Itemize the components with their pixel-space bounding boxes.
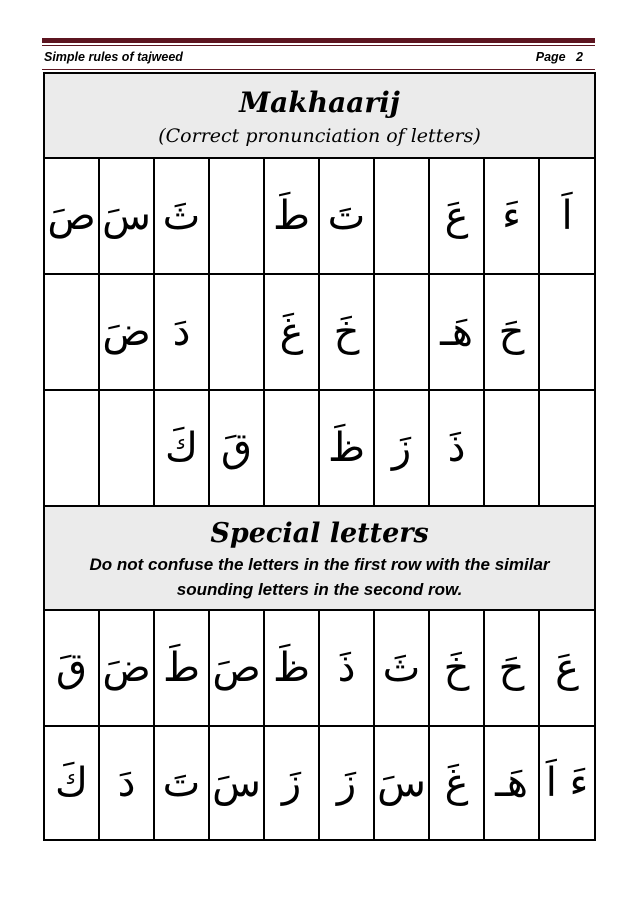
special-letters-title: Special letters [210, 517, 429, 549]
letter-cell: طَ [154, 610, 209, 726]
letter-cell: ضَ [99, 274, 154, 390]
letter-cell [209, 274, 264, 390]
letter-cell: سَ [209, 726, 264, 840]
letter-cell: سَ [99, 158, 154, 274]
letter-cell: ءَ اَ [539, 726, 595, 840]
letter-cell: غَ [429, 726, 484, 840]
letter-cell: دَ [99, 726, 154, 840]
letter-cell: ضَ [99, 610, 154, 726]
header-rule-thin [42, 45, 595, 46]
letter-cell: خَ [319, 274, 374, 390]
letter-cell: زَ [319, 726, 374, 840]
letter-cell [44, 390, 99, 506]
letter-cell [44, 274, 99, 390]
makhaarij-title: Makhaarij [239, 86, 400, 119]
letter-cell: ذَ [429, 390, 484, 506]
letter-cell: حَ [484, 610, 539, 726]
letter-cell: خَ [429, 610, 484, 726]
letter-cell [209, 158, 264, 274]
special-row [44, 726, 595, 840]
makhaarij-row [44, 158, 595, 274]
letter-cell: اَ [539, 158, 595, 274]
makhaarij-row [44, 390, 595, 506]
makhaarij-row [44, 274, 595, 390]
letter-cell: هَـ [429, 274, 484, 390]
letter-cell: عَ [429, 158, 484, 274]
letter-cell [374, 158, 429, 274]
letter-cell: كَ [154, 390, 209, 506]
letter-cell: دَ [154, 274, 209, 390]
letter-cell: زَ [374, 390, 429, 506]
special-letters-description: Do not confuse the letters in the first row with the similar sounding letters in the second row. [89, 554, 550, 599]
letter-cell: هَـ [484, 726, 539, 840]
letter-cell: سَ [374, 726, 429, 840]
special-letters-banner [44, 506, 595, 610]
letter-cell: صَ [44, 158, 99, 274]
letter-cell: طَ [264, 158, 319, 274]
letter-cell: عَ [539, 610, 595, 726]
special-row [44, 610, 595, 726]
letter-cell: صَ [209, 610, 264, 726]
page-number: Page 2 [535, 50, 583, 64]
makhaarij-banner [44, 73, 595, 158]
letter-cell: ثَ [154, 158, 209, 274]
tajweed-table [43, 72, 596, 841]
letter-cell: تَ [319, 158, 374, 274]
letter-cell: تَ [154, 726, 209, 840]
letter-cell: ثَ [374, 610, 429, 726]
letter-cell: غَ [264, 274, 319, 390]
makhaarij-subtitle: (Correct pronunciation of letters) [158, 125, 481, 147]
letter-cell: قَ [44, 610, 99, 726]
letter-cell: ظَ [319, 390, 374, 506]
letter-cell [484, 390, 539, 506]
letter-cell: ذَ [319, 610, 374, 726]
page-header [42, 50, 595, 66]
letter-cell: قَ [209, 390, 264, 506]
letter-cell [264, 390, 319, 506]
letter-cell [374, 274, 429, 390]
header-underline [42, 69, 595, 70]
letter-cell: حَ [484, 274, 539, 390]
letter-cell: ءَ [484, 158, 539, 274]
letter-cell [539, 390, 595, 506]
letter-cell: زَ [264, 726, 319, 840]
header-rule-thick [42, 38, 595, 43]
letter-cell: ظَ [264, 610, 319, 726]
letter-cell [99, 390, 154, 506]
book-title: Simple rules of tajweed [44, 50, 183, 64]
letter-cell [539, 274, 595, 390]
letter-cell: كَ [44, 726, 99, 840]
